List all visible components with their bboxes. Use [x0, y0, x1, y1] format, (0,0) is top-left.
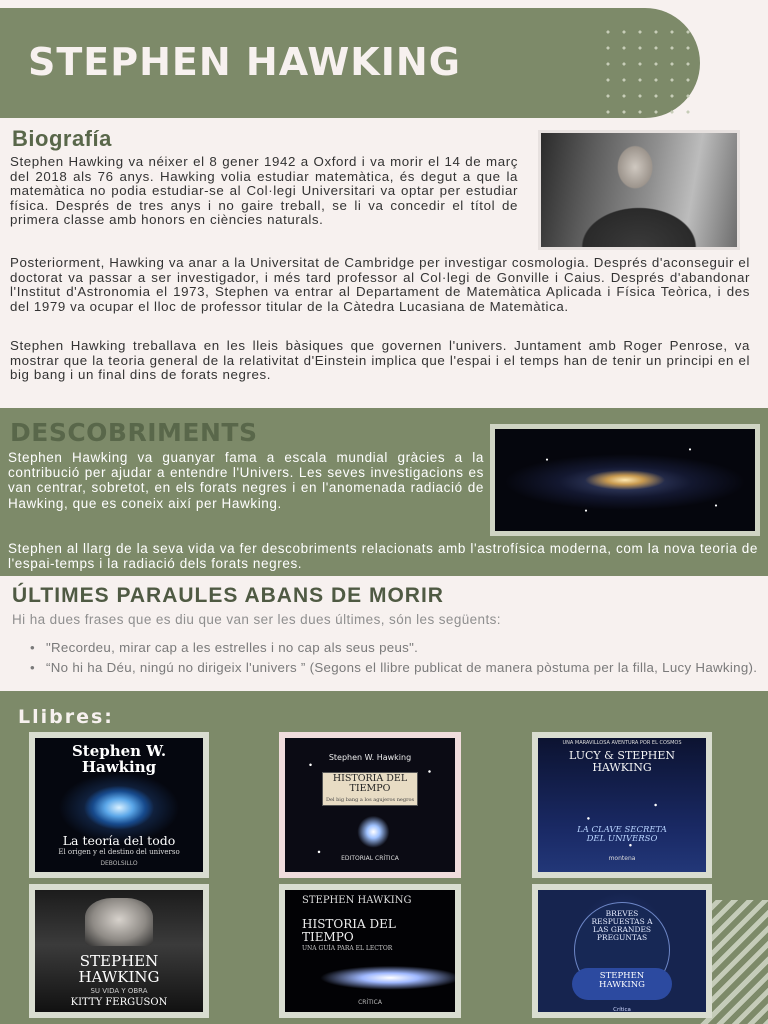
book-cover-la-teoria-del-todo: [29, 732, 209, 878]
book-publisher: Crítica: [613, 1007, 631, 1012]
hawking-portrait-image: [85, 898, 152, 946]
book-publisher: CRÍTICA: [358, 999, 382, 1006]
book-publisher: montena: [608, 855, 636, 862]
book-title: HISTORIA DEL TIEMPO: [332, 773, 408, 794]
biography-paragraph-1: Stephen Hawking va néixer el 8 gener 1942 a Oxford i va morir el 14 de març del 2018 als 76 anys. Hawking volia estudiar matemàtica, és degut a que la matemàtica no podia estudiar-se al Col·legi Universitari va optar per estudiar física. Després de tres anys i no gaire treball, se li va concedir el títol de primera classe amb honors en ciències naturals.: [10, 154, 518, 228]
book-author: Stephen W. Hawking: [71, 742, 167, 776]
book-title: LA CLAVE SECRETA DEL UNIVERSO: [577, 825, 667, 844]
book-cover-la-clave-secreta: [532, 732, 712, 878]
book-author: STEPHEN HAWKING: [599, 971, 645, 990]
books-heading: Llibres:: [18, 706, 114, 728]
book-tagline: UNA MARAVILLOSA AVENTURA POR EL COSMOS: [562, 740, 682, 746]
dot-pattern-decoration: [600, 24, 696, 114]
book-subtitle: Del big bang a los agujeros negros: [325, 797, 415, 803]
biography-paragraph-2: Posteriorment, Hawking va anar a la Universitat de Cambridge per investigar cosmologia. Després d'aconseguir el doctorat va passar a ser investigador, i més tard professor al Col·legi de Gonville i Caius. Després d'abandonar l'Institut d'Astronomia el 1973, Stephen va entrar al Departament de Matemàtica Aplicada i Física Teòrica, i des del 1979 va ocupar el lloc de professor titular de la Càtedra Lucasiana de Matemàtica.: [10, 255, 750, 314]
quote-item: • "Recordeu, mirar cap a les estrelles i no cap als seus peus".: [30, 640, 758, 655]
book-cover-historia-del-tiempo: [279, 732, 461, 878]
hawking-photo: [538, 130, 740, 250]
galaxy-picture: [495, 429, 755, 531]
galaxy-image: [490, 424, 760, 536]
discoveries-paragraph-2: Stephen al llarg de la seva vida va fer descobriments relacionats amb l'astrofísica moderna, com la nova teoria de l'espai-temps i la radiació dels forats negres.: [8, 541, 758, 572]
book-cover-breves-respuestas: [532, 884, 712, 1018]
book-publisher: EDITORIAL CRÍTICA: [341, 855, 399, 862]
biography-paragraph-3: Stephen Hawking treballava en les lleis bàsiques que governen l'univers. Juntament amb Roger Penrose, va mostrar que la teoria general de la relativitat d'Einstein implica que l'espai i el temps han de tenir un principi en el big bang i un final dins de forats negres.: [10, 338, 750, 383]
quote-list: [30, 640, 758, 680]
discoveries-heading: DESCOBRIMENTS: [10, 418, 258, 447]
book-subtitle: El origen y el destino del universo: [58, 848, 180, 856]
book-cover-su-vida-y-obra: [29, 884, 209, 1018]
book-title: BREVES RESPUESTAS A LAS GRANDES PREGUNTAS: [591, 909, 653, 942]
book-author: STEPHEN HAWKING: [78, 952, 160, 986]
book-title: SU VIDA Y OBRA: [90, 987, 148, 995]
book-title: HISTORIA DEL TIEMPO: [302, 917, 396, 944]
book-subtitle: UNA GUÍA PARA EL LECTOR: [302, 945, 393, 952]
book-author: STEPHEN HAWKING: [302, 895, 412, 906]
book-author: LUCY & STEPHEN HAWKING: [569, 749, 675, 774]
discoveries-paragraph-1: Stephen Hawking va guanyar fama a escala mundial gràcies a la contribució per ajudar a entendre l'Univers. Les seves investigacions es van centrar, sobretot, en els forats negres i en l'anomenada radiació de Hawking, que es coneix així per Hawking.: [8, 450, 484, 511]
book-title: La teoría del todo: [62, 833, 176, 848]
page-title: STEPHEN HAWKING: [28, 40, 461, 84]
last-words-heading: ÚLTIMES PARAULES ABANS DE MORIR: [12, 584, 444, 607]
biography-heading: Biografía: [12, 126, 112, 151]
book-publisher: DEBOLSILLO: [100, 860, 138, 867]
quote-item: • “No hi ha Déu, ningú no dirigeix l'univers ” (Segons el llibre publicat de manera pòstuma per la filla, Lucy Hawking).: [30, 660, 758, 675]
last-words-intro: Hi ha dues frases que es diu que van ser les dues últimes, són les següents:: [12, 612, 501, 627]
hawking-portrait-image: [541, 133, 737, 247]
book-subtitle: KITTY FERGUSON: [70, 997, 168, 1008]
book-cover-historia-del-tiempo-guia: [279, 884, 461, 1018]
book-author: Stephen W. Hawking: [328, 753, 412, 762]
